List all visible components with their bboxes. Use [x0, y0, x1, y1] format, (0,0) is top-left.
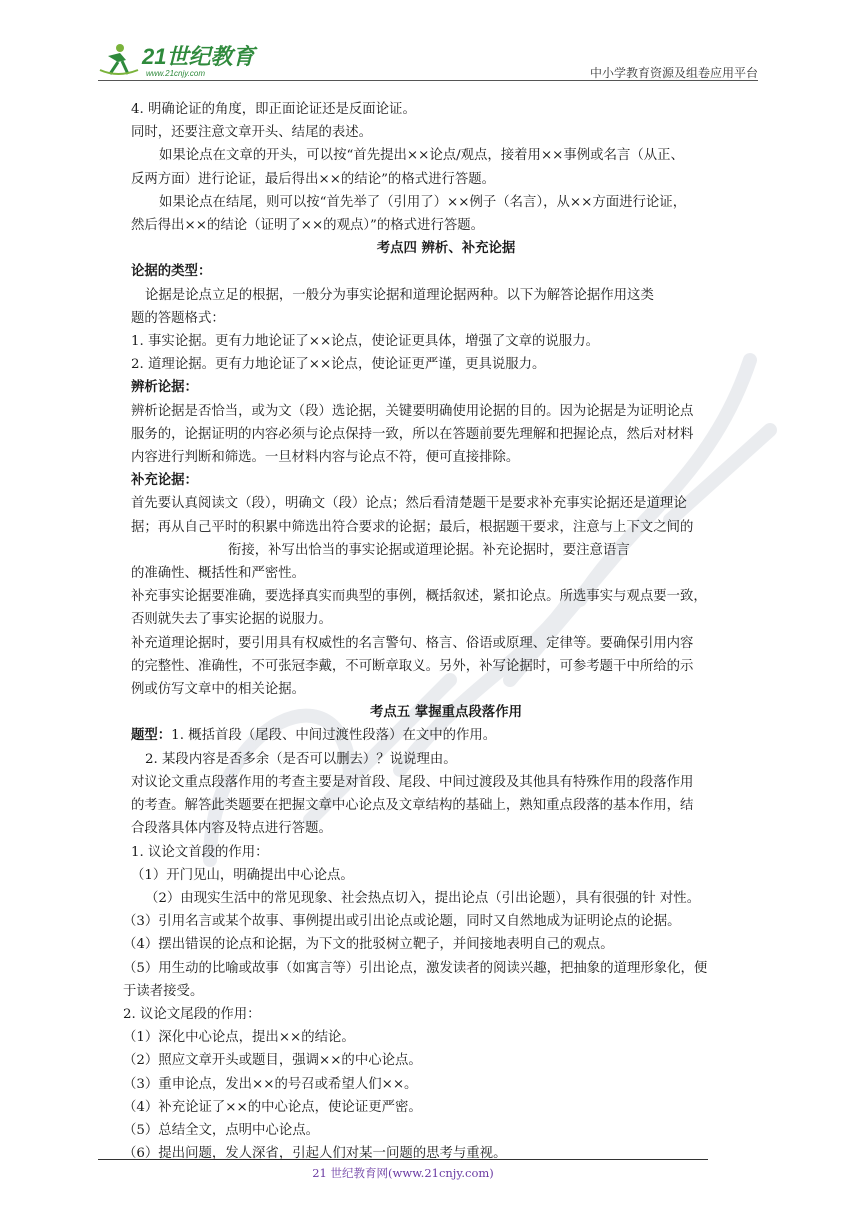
text-line: 1. 议论文首段的作用：: [131, 844, 269, 860]
text-line: 据；再从自己平时的积累中筛选出符合要求的论据；最后，根据题干要求，注意与上下文之间的: [131, 519, 694, 535]
text-line: 衔接，补写出恰当的事实论据或道理论据。补充论据时，要注意语言: [228, 542, 630, 558]
text-line: 题型：1. 概括首段（尾段、中间过渡性段落）在文中的作用。: [131, 727, 497, 744]
footer-rule: [98, 1159, 708, 1160]
text-line: 题的答题格式：: [131, 310, 225, 326]
text-line: （3）引用名言或某个故事、事例提出或引出论点或论题，同时又自然地成为证明论点的论据。: [123, 914, 681, 930]
text-line: 如果论点在结尾，则可以按“首先举了（引用了）××例子（名言），从××方面进行论证，: [159, 194, 687, 210]
header-rule: [98, 80, 758, 81]
text-line: （4）补充论证了××的中心论点，使论证更严密。: [123, 1099, 422, 1115]
text-line: 辨析论据是否恰当，或为文（段）选论据，关键要明确使用论据的目的。因为论据是为证明论点: [131, 403, 694, 419]
text-line: 2. 某段内容是否多余（是否可以删去）？说说理由。: [145, 751, 457, 767]
text-line: 2. 道理论据。更有力地论证了××论点，使论证更严谨，更具说服力。: [131, 357, 546, 373]
text-line: （1）深化中心论点，提出××的结论。: [123, 1030, 355, 1046]
text-line: 2. 议论文尾段的作用：: [123, 1006, 261, 1022]
text-line: 补充道理论据时，要引用具有权威性的名言警句、格言、俗语或原理、定律等。要确保引用内容: [131, 635, 694, 651]
text-line: （6）提出问题，发人深省，引起人们对某一问题的思考与重视。: [123, 1146, 507, 1162]
text-line: 例或仿写文章中的相关论据。: [131, 682, 306, 698]
text-line: （5）用生动的比喻或故事（如寓言等）引出论点，激发读者的阅读兴趣，把抽象的道理形象化，便: [123, 960, 708, 976]
subsection-label: 辨析论据：: [131, 379, 198, 396]
text-line: （2）由现实生活中的常见现象、社会热点切入，提出论点（引出论题），具有很强的针 对性。: [145, 890, 701, 906]
text-line: 反两方面）进行论证，最后得出××的结论”的格式进行答题。: [131, 171, 496, 187]
text-line: （4）摆出错误的论点和论据，为下文的批驳树立靶子，并间接地表明自己的观点。: [123, 937, 614, 953]
text-line: 的准确性、概括性和严密性。: [131, 566, 306, 582]
subsection-label: 补充论据：: [131, 472, 198, 489]
text-line: 4. 明确论证的角度，即正面论证还是反面论证。: [131, 102, 416, 117]
text-line: 首先要认真阅读文（段），明确文（段）论点；然后看清楚题干是要求补充事实论据还是道理论: [131, 496, 687, 512]
text-line: 的完整性、准确性，不可张冠李戴，不可断章取义。另外，补写论据时，可参考题干中所给的示: [131, 658, 694, 674]
text-line: 于读者接受。: [123, 983, 204, 999]
footer-text: 21 世纪教育网(www.21cnjy.com): [312, 1166, 494, 1180]
text-line: 论据是论点立足的根据，一般分为事实论据和道理论据两种。以下为解答论据作用这类: [145, 287, 654, 303]
subsection-label: 论据的类型：: [131, 263, 212, 280]
text-line: （5）总结全文，点明中心论点。: [123, 1122, 319, 1138]
logo-text: 21世纪教育: [142, 44, 255, 69]
logo-url: www.21cnjy.com: [146, 69, 205, 78]
question-type-label: 题型：: [131, 727, 172, 744]
section-heading: 考点五 掌握重点段落作用: [370, 704, 522, 721]
text-line: 内容进行判断和筛选。一旦材料内容与论点不符，便可直接排除。: [131, 450, 520, 466]
section-heading: 考点四 辨析、补充论据: [376, 240, 516, 257]
page-header: [98, 40, 758, 82]
document-body: [123, 98, 761, 1165]
text-line: 的考查。解答此类题要在把握文章中心论点及文章结构的基础上，熟知重点段落的基本作用，结: [131, 798, 694, 814]
text-line: （1）开门见山，明确提出中心论点。: [131, 867, 354, 883]
text-line: 然后得出××的结论（证明了××的观点）”的格式进行答题。: [131, 218, 485, 234]
text-line: 对议论文重点段落作用的考查主要是对首段、尾段、中间过渡段及其他具有特殊作用的段落作用: [131, 774, 694, 790]
text-line: （2）照应文章开头或题目，强调××的中心论点。: [123, 1053, 422, 1069]
text-line: 服务的，论据证明的内容必须与论点保持一致，所以在答题前要先理解和把握论点，然后对材料: [131, 426, 694, 442]
text-line: 1. 事实论据。更有力地论证了××论点，使论证更具体，增强了文章的说服力。: [131, 334, 599, 350]
text-line: 否则就失去了事实论据的说服力。: [131, 612, 332, 628]
site-logo: [98, 40, 298, 80]
platform-name: 中小学教育资源及组卷应用平台: [589, 66, 758, 80]
text-line: （3）重申论点，发出××的号召或希望人们××。: [123, 1076, 418, 1092]
text-line: 合段落具体内容及特点进行答题。: [131, 821, 332, 837]
text-line: 如果论点在文章的开头，可以按“首先提出××论点/观点，接着用××事例或名言（从正、: [159, 148, 684, 164]
text-line: 同时，还要注意文章开头、结尾的表述。: [131, 125, 373, 141]
text-line: 补充事实论据要准确，要选择真实而典型的事例，概括叙述，紧扣论点。所选事实与观点要一致，: [131, 589, 707, 605]
